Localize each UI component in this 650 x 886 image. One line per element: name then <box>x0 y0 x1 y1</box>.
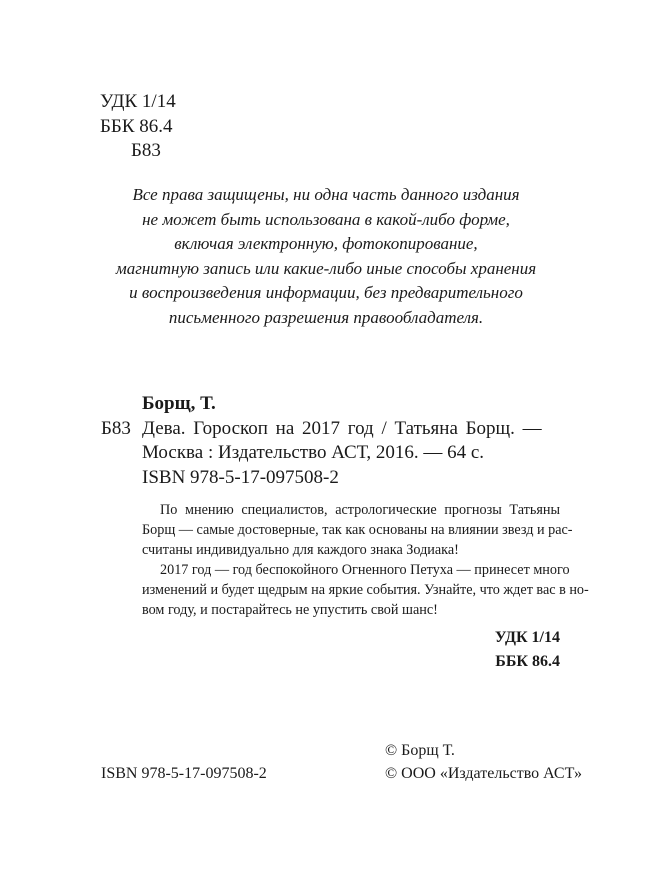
rights-notice <box>60 183 592 331</box>
copyright-author: © Борщ Т. <box>385 742 455 759</box>
annotation-line: Борщ — самые достоверные, так как основаны на влиянии звезд и рас- <box>142 522 573 538</box>
bib-publisher-line: Москва : Издательство АСТ, 2016. — 64 с. <box>142 442 485 463</box>
rights-line: магнитную запись или какие-либо иные способы хранения <box>115 258 537 278</box>
annotation-line: считаны индивидуально для каждого знака Зодиака! <box>142 542 459 558</box>
bottom-classification <box>495 626 560 674</box>
bib-title-line: Дева. Гороскоп на 2017 год / Татьяна Борщ. — <box>142 418 542 439</box>
bbk-code: ББК 86.4 <box>100 116 173 137</box>
rights-line: письменного разрешения правообладателя. <box>168 307 484 327</box>
bib-author: Борщ, Т. <box>142 393 216 414</box>
rights-line: включая электронную, фотокопирование, <box>174 234 478 254</box>
author-mark: Б83 <box>131 140 161 161</box>
annotation <box>142 500 589 620</box>
bib-isbn: ISBN 978-5-17-097508-2 <box>142 467 339 488</box>
udk-code: УДК 1/14 <box>100 91 176 112</box>
bottom-udk: УДК 1/14 <box>494 629 560 646</box>
annotation-line: вом году, и постарайтесь не упустить свой шанс! <box>142 602 438 618</box>
annotation-line: По мнению специалистов, астрологические прогнозы Татьяны <box>160 502 560 518</box>
bib-author-mark: Б83 <box>101 418 131 439</box>
copyright-publisher: © ООО «Издательство АСТ» <box>385 765 582 782</box>
rights-line: Все права защищены, ни одна часть данного издания <box>132 185 520 204</box>
annotation-line: 2017 год — год беспокойного Огненного Петуха — принесет много <box>160 562 570 578</box>
rights-line: и воспроизведения информации, без предварительного <box>129 283 523 303</box>
footer-isbn: ISBN 978-5-17-097508-2 <box>101 765 267 782</box>
rights-line: не может быть использована в какой-либо форме, <box>142 209 510 229</box>
annotation-line: изменений и будет щедрым на яркие события. Узнайте, что ждет вас в но- <box>142 582 589 598</box>
bottom-bbk: ББК 86.4 <box>495 653 560 670</box>
